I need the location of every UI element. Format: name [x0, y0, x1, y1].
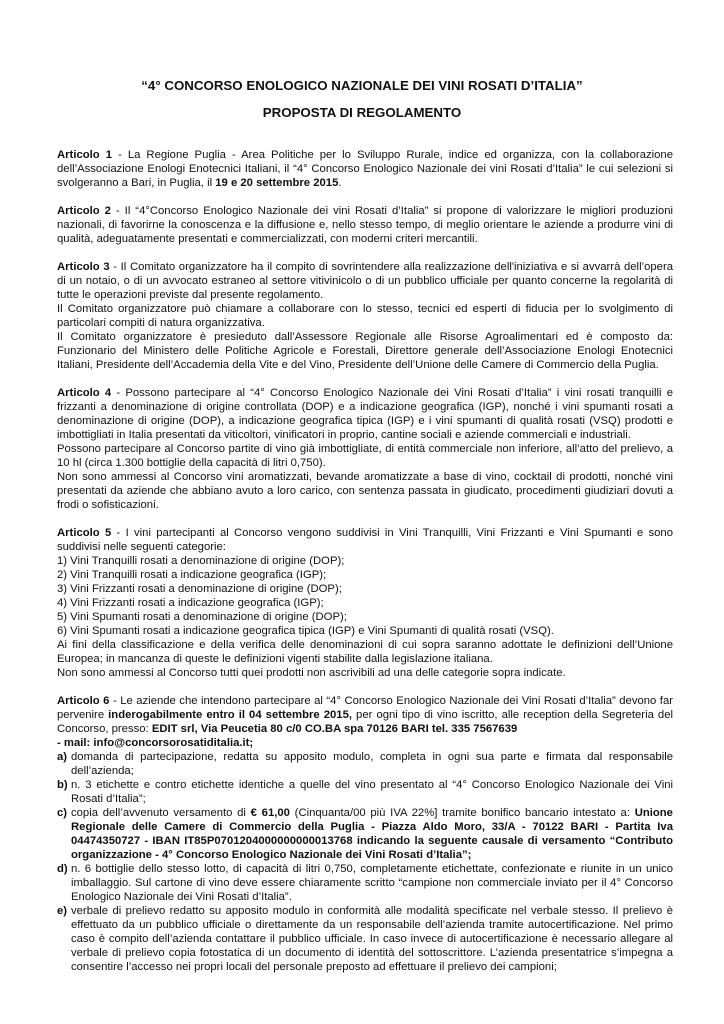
secretariat-email-line — [57, 736, 673, 750]
article-2-text: - Il “4°Concorso Enologico Nazionale dei vini Rosati d’Italia” si propone di valorizzare le migliori produzioni nazionali, di favorirne la conoscenza e la diffusione e, nello stesso tempo, di meglio orientare le aziende a produrre vini di qualità, adeguatamente presentati e commercializzati, con moderni criteri mercantili. — [57, 205, 673, 245]
category-item: 3) Vini Frizzanti rosati a denominazione di origine (DOP); — [57, 583, 342, 595]
article-5-paragraph-3: Non sono ammessi al Concorso tutti quei prodotti non ascrivibili ad una delle categorie sopra indicate. — [57, 667, 566, 679]
item-b-letter: b) — [57, 779, 68, 791]
article-4-paragraph — [57, 386, 673, 442]
category-item: 4) Vini Frizzanti rosati a indicazione geografica (IGP); — [57, 597, 324, 609]
article-3-label: Articolo 3 — [57, 261, 110, 273]
article-1-paragraph — [57, 148, 673, 190]
article-5-label: Articolo 5 — [57, 527, 112, 539]
article-1-label: Articolo 1 — [57, 149, 112, 161]
article-5-text: - I vini partecipanti al Concorso vengono suddivisi in Vini Tranquilli, Vini Frizzanti e Vini Spumanti e sono suddivisi nelle seguenti categorie: — [57, 527, 673, 553]
item-c-letter: c) — [57, 807, 68, 819]
article-1-dates: 19 e 20 settembre 2015 — [215, 177, 339, 189]
document-subtitle: PROPOSTA DI REGOLAMENTO — [262, 105, 462, 120]
item-c-amount: € 61,00 — [250, 807, 290, 819]
secretariat-email: - mail: info@concorsorosatiditalia.it; — [57, 737, 254, 749]
requirement-item-a — [57, 750, 673, 778]
requirement-item-e — [57, 904, 673, 974]
requirement-item-c — [57, 806, 673, 862]
article-1-text-end: . — [338, 177, 342, 189]
article-5-paragraph-2: Ai fini della classificazione e della verifica delle denominazioni di cui sopra saranno adottate le definizioni dell’Unione Europea; in mancanza di queste le definizioni vigenti stabilite dalla legislazione italiana. — [57, 639, 673, 665]
regulation-body — [57, 148, 673, 988]
article-6-deadline: inderogabilmente entro il 04 settembre 2015, — [108, 709, 352, 721]
article-3 — [57, 260, 673, 372]
article-1 — [57, 148, 673, 190]
article-6-text-2: per ogni tipo di vino iscritto, alle reception della Segreteria del Concorso, presso: — [57, 709, 674, 735]
article-3-paragraph-2: Il Comitato organizzatore può chiamare a collaborare con lo stesso, tecnici ed esperti di fiducia per lo svolgimento di particolari compiti di natura organizzativa. — [57, 303, 673, 329]
article-6-text: - Le aziende che intendono partecipare al “4° Concorso Enologico Nazionale dei Vini Rosati d’Italia” devono far pervenire — [57, 695, 673, 721]
article-4-label: Articolo 4 — [57, 387, 112, 399]
article-4-paragraph-2: Possono partecipare al Concorso partite di vino già imbottigliate, di entità commerciale non inferiore, all’atto del prelievo, a 10 hl (circa 1.300 bottiglie della capacità di litri 0,750). — [57, 443, 673, 469]
article-1-text: - La Regione Puglia - Area Politiche per lo Sviluppo Rurale, indice ed organizza, con la collaborazione dell’Associazione Enologi Enotecnici Italiani, il “4° Concorso Enologico Nazionale dei vini Rosati d’Italia” le cui selezioni si svolgeranno a Bari, in Puglia, il — [57, 149, 673, 189]
article-4-text: - Possono partecipare al “4° Concorso Enologico Nazionale dei Vini Rosati d’Italia” i vini rosati tranquilli e frizzanti a denominazione di origine controllata (DOP) e a indicazione geografica (IGP), nonché i vini spumanti rosati a denominazione di origine (DOP), a indicazione geografica tipica (IGP) e i vini spumanti di qualità rosati (VSQ) prodotti e imbottigliati in Italia presentati da viticoltori, vinificatori in proprio, cantine sociali e aziende commerciali e industriali. — [57, 387, 673, 441]
article-6-label: Articolo 6 — [57, 695, 110, 707]
category-item: 5) Vini Spumanti rosati a denominazione di origine (DOP); — [57, 611, 347, 623]
item-e-text: verbale di prelievo redatto su apposito modulo in conformità alle modalità specificate nel verbale stesso. Il prelievo è effettuato da un pubblico ufficiale o direttamente da un responsabile dell’azienda tramite autocertificazione. Nel primo caso è compito dell’azienda contattare il pubblico ufficiale. In caso invece di autocertificazione è necessario allegare al verbale di prelievo copia fotostatica di un documento di identità del sottoscrittore. L’azienda presentatrice s’impegna a consentire l’accesso nei propri locali del personale preposto ad effettuare il prelievo dei campioni; — [71, 905, 673, 973]
item-c-bank-details: Unione Regionale delle Camere di Commercio della Puglia - Piazza Aldo Moro, 33/A - 70122 BARI - Partita Iva 04474350727 - IBAN IT85P0701204000000000013768 indicando la seguente causale di versamento “Contributo organizzazione - 4° Concorso Enologico Nazionale dei Vini Rosati d’Italia”; — [71, 807, 673, 861]
item-b-text: n. 3 etichette e contro etichette identiche a quelle del vino presentato al “4° Concorso Enologico Nazionale dei Vini Rosati d’Italia”; — [71, 779, 673, 805]
article-2-label: Articolo 2 — [57, 205, 111, 217]
category-item: 2) Vini Tranquilli rosati a indicazione geografica (IGP); — [57, 569, 327, 581]
item-a-letter: a) — [57, 751, 68, 763]
article-4 — [57, 386, 673, 512]
category-item: 1) Vini Tranquilli rosati a denominazione di origine (DOP); — [57, 555, 345, 567]
article-2-paragraph — [57, 204, 673, 246]
document-title: “4° CONCORSO ENOLOGICO NAZIONALE DEI VINI ROSATI D’ITALIA” — [141, 78, 583, 93]
article-5 — [57, 526, 673, 680]
item-c-text — [71, 806, 673, 862]
requirement-item-d — [57, 862, 673, 904]
item-d-letter: d) — [57, 863, 68, 875]
item-c-text-b: (Cinquanta/00 più IVA 22%] tramite bonifico bancario intestato a: — [289, 807, 635, 819]
secretariat-address: EDIT srl, Via Peucetia 80 c/0 CO.BA spa 70126 BARI tel. 335 7567639 — [151, 723, 518, 735]
item-c-text-a: copia dell’avvenuto versamento di — [71, 807, 251, 819]
category-item: 6) Vini Spumanti rosati a indicazione geografica tipica (IGP) e Vini Spumanti di qualità rosati (VSQ). — [57, 625, 554, 637]
item-d-text: n. 6 bottiglie dello stesso lotto, di capacità di litri 0,750, completamente etichettate, confezionate e riunite in un unico imballaggio. Sul cartone di vino deve essere chiaramente scritto “campione non commerciale inviato per il 4° Concorso Enologico Nazionale dei Vini Rosati d’Italia”. — [71, 863, 673, 903]
article-6-paragraph — [57, 694, 673, 736]
item-e-letter: e) — [57, 905, 68, 917]
article-3-paragraph — [57, 260, 673, 302]
requirement-item-b — [57, 778, 673, 806]
article-2 — [57, 204, 673, 246]
article-5-paragraph — [57, 526, 673, 554]
article-4-paragraph-3: Non sono ammessi al Concorso vini aromatizzati, bevande aromatizzate a base di vino, cocktail di prodotti, nonché vini presentati da aziende che abbiano avuto a loro carico, con sentenza passata in giudicato, procedimenti giudiziari dovuti a frodi o sofisticazioni. — [57, 471, 673, 511]
item-a-text: domanda di partecipazione, redatta su apposito modulo, completa in ogni sua parte e firmata dal responsabile dell’azienda; — [71, 751, 673, 777]
article-3-text: - Il Comitato organizzatore ha il compito di sovrintendere alla realizzazione dell'iniziativa e si avvarrà dell’opera di un notaio, o di un avvocato estraneo al settore vitivinicolo o di un pubblico ufficiale per quanto concerne la regolarità di tutte le operazioni previste dal presente regolamento. — [57, 261, 673, 301]
article-6 — [57, 694, 673, 974]
article-3-paragraph-3: Il Comitato organizzatore è presieduto dall’Assessore Regionale alle Risorse Agroalimentari ed è composto da: Funzionario del Ministero delle Politiche Agricole e Forestali, Direttore generale dell’Associazione Enologi Enotecnici Italiani, Presidente dell’Accademia della Vite e del Vino, Presidente dell’Unione delle Camere di Commercio della Puglia. — [57, 331, 673, 371]
